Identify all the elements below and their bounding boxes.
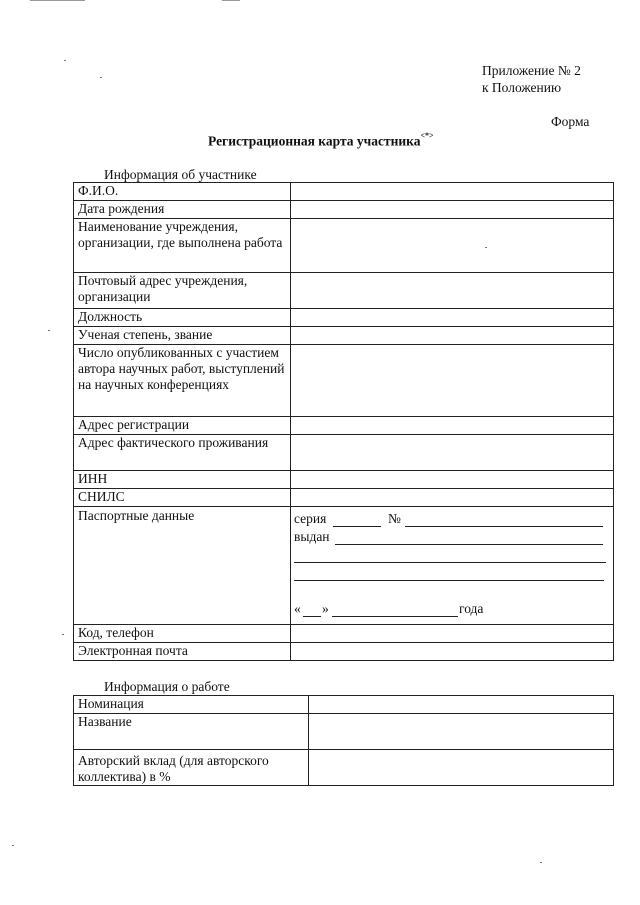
registration-address-field[interactable]	[291, 417, 614, 435]
table-row	[74, 417, 614, 435]
passport-issued-by-field[interactable]	[335, 544, 603, 545]
row-label-snils: СНИЛС	[74, 489, 291, 507]
row-label-birth-date: Дата рождения	[74, 201, 291, 219]
nomination-field[interactable]	[309, 696, 614, 714]
scan-speck	[540, 862, 542, 863]
participant-section-heading: Информация об участнике	[104, 167, 257, 182]
table-row	[74, 696, 614, 714]
passport-number-field[interactable]	[405, 526, 603, 527]
title-footnote-mark: <*>	[420, 131, 434, 140]
table-row	[74, 345, 614, 417]
passport-date-open-quote: «	[294, 601, 301, 616]
scan-speck	[48, 330, 50, 331]
row-label-nomination: Номинация	[74, 696, 309, 714]
table-row	[74, 309, 614, 327]
passport-data-cell	[291, 507, 614, 625]
row-label-email: Электронная почта	[74, 643, 291, 661]
participant-info-table	[73, 182, 614, 661]
table-row	[74, 327, 614, 345]
row-label-publications-count: Число опубликованных с участием автора научных работ, выступлений на научных конференциях	[74, 345, 291, 417]
table-row	[74, 714, 614, 750]
row-label-work-title: Название	[74, 714, 309, 750]
table-row	[74, 625, 614, 643]
phone-field[interactable]	[291, 625, 614, 643]
row-label-academic-degree: Ученая степень, звание	[74, 327, 291, 345]
row-label-full-name: Ф.И.О.	[74, 183, 291, 201]
scan-speck	[100, 77, 102, 78]
inn-field[interactable]	[291, 471, 614, 489]
passport-date-close-quote: »	[322, 601, 329, 616]
row-label-phone: Код, телефон	[74, 625, 291, 643]
passport-year-label: года	[459, 601, 484, 616]
table-row	[74, 273, 614, 309]
row-label-position: Должность	[74, 309, 291, 327]
passport-issue-month-year-field[interactable]	[332, 616, 458, 617]
row-label-author-contribution: Авторский вклад (для авторского коллектива) в %	[74, 750, 309, 786]
appendix-line-2: к Положению	[482, 80, 562, 95]
birth-date-field[interactable]	[291, 201, 614, 219]
table-row	[74, 643, 614, 661]
table-row	[74, 750, 614, 786]
row-label-institution: Наименование учреждения, организации, где выполнена работа	[74, 219, 291, 273]
email-field[interactable]	[291, 643, 614, 661]
table-row	[74, 489, 614, 507]
scan-artifact	[30, 0, 85, 1]
passport-series-label: серия	[294, 511, 327, 526]
table-row	[74, 183, 614, 201]
work-title-field[interactable]	[309, 714, 614, 750]
snils-field[interactable]	[291, 489, 614, 507]
passport-issued-label: выдан	[294, 529, 330, 544]
author-contribution-field[interactable]	[309, 750, 614, 786]
row-label-actual-address: Адрес фактического проживания	[74, 435, 291, 471]
page-title-text: Регистрационная карта участника	[208, 133, 421, 149]
passport-number-label: №	[388, 511, 401, 526]
form-label: Форма	[551, 114, 590, 129]
table-row	[74, 219, 614, 273]
passport-issued-by-field-line-2[interactable]	[294, 562, 606, 563]
institution-address-field[interactable]	[291, 273, 614, 309]
table-row	[74, 435, 614, 471]
row-label-passport: Паспортные данные	[74, 507, 291, 625]
work-section-heading: Информация о работе	[104, 679, 230, 694]
table-row	[74, 507, 614, 625]
table-row	[74, 201, 614, 219]
full-name-field[interactable]	[291, 183, 614, 201]
work-info-table	[73, 695, 614, 786]
appendix-reference	[482, 62, 581, 96]
row-label-inn: ИНН	[74, 471, 291, 489]
position-field[interactable]	[291, 309, 614, 327]
table-row	[74, 471, 614, 489]
appendix-line-1: Приложение № 2	[482, 63, 581, 78]
actual-address-field[interactable]	[291, 435, 614, 471]
scan-speck	[62, 634, 64, 635]
page-title	[208, 133, 434, 150]
passport-issue-day-field[interactable]	[303, 616, 321, 617]
academic-degree-field[interactable]	[291, 327, 614, 345]
scan-speck	[12, 845, 14, 846]
passport-series-field[interactable]	[333, 526, 381, 527]
row-label-institution-address: Почтовый адрес учреждения, организации	[74, 273, 291, 309]
institution-field[interactable]	[291, 219, 614, 273]
scan-speck	[64, 60, 66, 61]
row-label-registration-address: Адрес регистрации	[74, 417, 291, 435]
passport-issued-by-field-line-3[interactable]	[294, 580, 604, 581]
publications-count-field[interactable]	[291, 345, 614, 417]
scan-artifact	[222, 0, 240, 1]
